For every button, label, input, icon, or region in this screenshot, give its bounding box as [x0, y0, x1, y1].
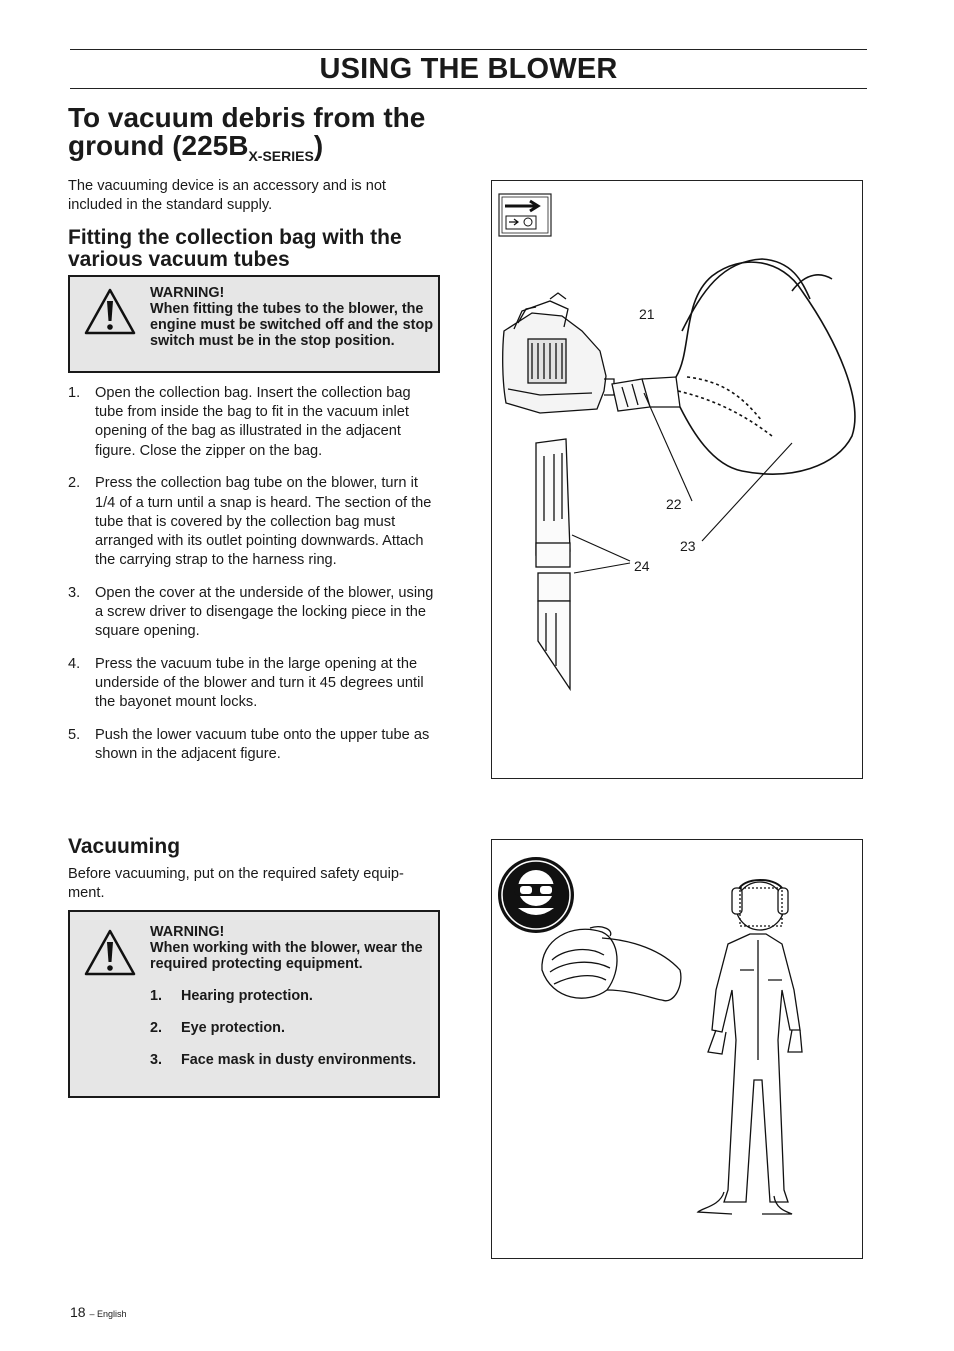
step-text: Open the cover at the underside of the blower, using a screw driver to disengage the locking piece in the square opening.	[95, 584, 434, 640]
step-text: Open the collection bag. Insert the collection bag tube from inside the bag to fit in the vacuum inlet opening of the bag as illustrated in the adjacent figure. Close the zipper on the bag.	[95, 385, 411, 459]
callout-label: 21	[639, 306, 655, 322]
page-number: 18	[70, 1304, 86, 1320]
lower-vacuum-tube	[538, 573, 570, 689]
list-item	[68, 584, 440, 642]
list-item	[68, 726, 440, 764]
item-text: Eye protection.	[181, 1020, 285, 1036]
item-number: 1.	[150, 988, 163, 1004]
list-item	[150, 1020, 435, 1036]
vacuuming-heading: Vacuuming	[68, 835, 181, 858]
footer-language: – English	[89, 1309, 127, 1319]
person-in-protective-gear	[698, 880, 802, 1214]
warning-triangle-icon	[84, 287, 136, 335]
fitting-steps-list	[68, 384, 440, 778]
section-title: USING THE BLOWER	[319, 53, 618, 85]
step-number: 2.	[68, 475, 81, 492]
step-number: 5.	[68, 727, 81, 744]
warning-triangle-icon	[84, 928, 136, 976]
dust-mask-illustration	[542, 927, 681, 1001]
item-number: 2.	[150, 1020, 163, 1036]
title-main: To vacuum debris from the ground (225B	[68, 102, 426, 161]
safety-equipment-illustration	[492, 840, 862, 1258]
callout-label: 22	[666, 496, 682, 512]
item-text: Hearing protection.	[181, 988, 313, 1004]
page-title	[68, 102, 468, 164]
item-text: Face mask in dusty environments.	[181, 1052, 417, 1068]
step-number: 1.	[68, 385, 81, 401]
intro-text: The vacuuming device is an accessory and is not included in the standard supply.	[68, 178, 386, 214]
warning-body: When fitting the tubes to the blower, the engine must be switched off and the stop switch must be in the stop position.	[150, 301, 434, 349]
step-text: Press the collection bag tube on the blower, turn it 1/4 of a turn until a snap is heard. The section of the tube that is covered by the collection bag must arranged with its outlet pointing downwards. Attach the carrying strap to the harness ring.	[95, 475, 432, 569]
title-close: )	[313, 130, 324, 161]
step-number: 3.	[68, 584, 81, 601]
header-bottom-rule	[70, 88, 867, 89]
step-number: 4.	[68, 655, 81, 672]
collection-bag-tube	[612, 377, 680, 411]
figure-safety-equipment	[491, 839, 863, 1259]
upper-vacuum-tube	[536, 439, 570, 567]
item-number: 3.	[150, 1052, 163, 1068]
list-item	[68, 384, 440, 461]
warning-text-vacuuming	[150, 924, 435, 1068]
warning-label: WARNING!	[150, 924, 225, 940]
warning-body: When working with the blower, wear the required protecting equipment.	[150, 940, 423, 972]
warning-box-vacuuming	[68, 910, 440, 1098]
protective-equipment-symbol-icon	[498, 857, 574, 933]
warning-label: WARNING!	[150, 285, 225, 301]
blower-vacuum-illustration	[492, 181, 862, 778]
title-subscript: X-SERIES	[248, 148, 314, 164]
warning-box-fitting	[68, 275, 440, 373]
equipment-list	[150, 988, 435, 1068]
collection-bag-outline	[676, 259, 855, 474]
callout-label: 24	[634, 558, 650, 574]
list-item	[68, 474, 440, 570]
blower-body	[503, 293, 614, 413]
step-text: Press the vacuum tube in the large opening at the underside of the blower and turn it 45 degrees until the bayonet mount locks.	[95, 655, 424, 711]
instruction-symbol-icon	[499, 194, 551, 236]
vacuuming-text: Before vacuuming, put on the required safety equip-ment.	[68, 866, 404, 902]
list-item	[150, 988, 435, 1004]
figure-blower-vacuum-assembly	[491, 180, 863, 779]
fitting-heading: Fitting the collection bag with the various vacuum tubes	[68, 226, 402, 271]
warning-text-fitting	[150, 285, 435, 349]
step-text: Push the lower vacuum tube onto the upper tube as shown in the adjacent figure.	[95, 727, 430, 763]
callout-label: 23	[680, 538, 696, 554]
list-item	[68, 655, 440, 713]
page-footer	[70, 1304, 127, 1320]
list-item	[150, 1052, 435, 1068]
